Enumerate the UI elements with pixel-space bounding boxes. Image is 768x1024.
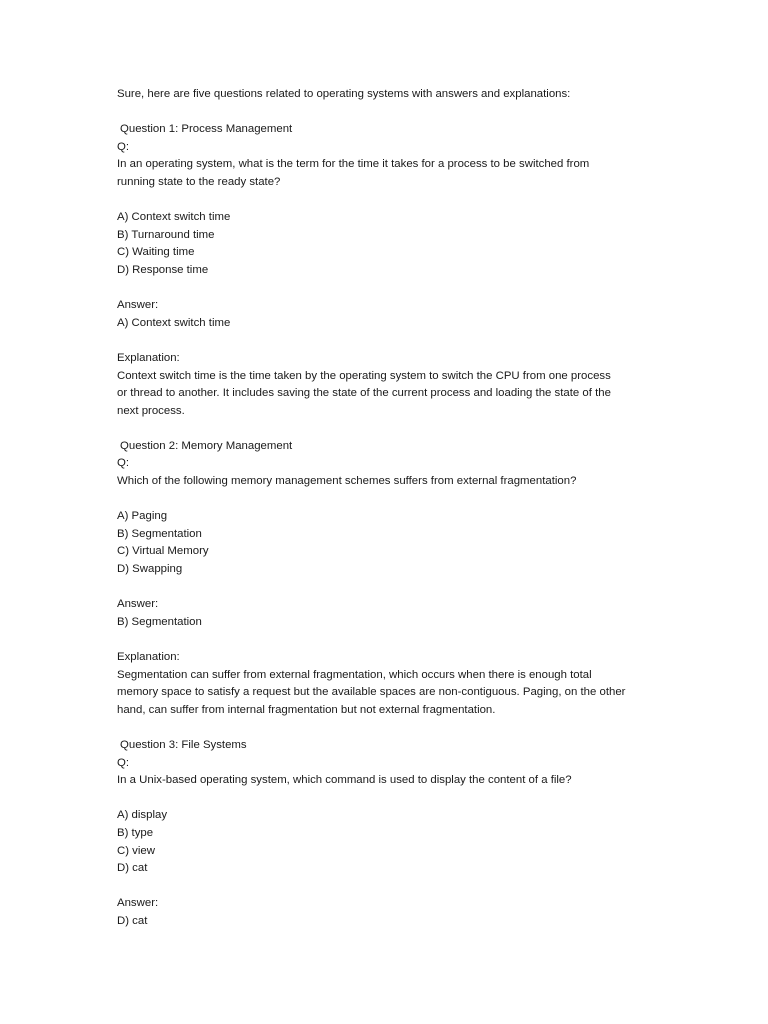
option-d: D) Response time <box>117 263 209 276</box>
document-body <box>117 86 657 931</box>
question-label: Q: <box>117 140 130 153</box>
question-heading: Question 2: Memory Management <box>120 439 293 452</box>
explanation-line: hand, can suffer from internal fragmentation but not external fragmentation. <box>117 703 496 716</box>
spacer <box>117 192 657 210</box>
question-block-3 <box>117 737 657 931</box>
answer-label: Answer: <box>117 299 159 312</box>
spacer <box>117 104 657 122</box>
question-text-line: running state to the ready state? <box>117 175 281 188</box>
question-text-line: Which of the following memory management schemes suffers from external fragmentation? <box>117 475 577 488</box>
option-a: A) display <box>117 809 168 822</box>
option-a: A) Paging <box>117 510 168 523</box>
spacer <box>117 491 657 509</box>
question-block-2 <box>117 438 657 720</box>
option-c: C) Virtual Memory <box>117 545 209 558</box>
option-b: B) Turnaround time <box>117 228 215 241</box>
question-text-line: In an operating system, what is the term for the time it takes for a process to be switched from <box>117 158 590 171</box>
explanation-label: Explanation: <box>117 651 180 663</box>
explanation-line: next process. <box>117 404 185 417</box>
question-heading: Question 1: Process Management <box>120 123 293 136</box>
answer-text: B) Segmentation <box>117 615 202 628</box>
option-b: B) type <box>117 826 154 839</box>
question-text-line: In a Unix-based operating system, which command is used to display the content of a file? <box>117 774 572 787</box>
spacer <box>117 332 657 350</box>
spacer <box>117 878 657 896</box>
question-block-1 <box>117 121 657 420</box>
spacer <box>117 420 657 438</box>
explanation-label: Explanation: <box>117 351 180 364</box>
answer-text: D) cat <box>117 914 148 927</box>
question-heading: Question 3: File Systems <box>120 738 247 751</box>
spacer <box>117 579 657 597</box>
question-label: Q: <box>117 756 130 769</box>
explanation-line: or thread to another. It includes saving the state of the current process and loading the state of the <box>117 387 611 400</box>
answer-label: Answer: <box>117 598 159 611</box>
option-a: A) Context switch time <box>117 211 231 224</box>
answer-text: A) Context switch time <box>117 316 231 329</box>
option-d: D) Swapping <box>117 563 183 576</box>
explanation-line: Context switch time is the time taken by the operating system to switch the CPU from one process <box>117 369 611 382</box>
option-c: C) Waiting time <box>117 246 195 259</box>
intro-text: Sure, here are five questions related to operating systems with answers and explanations: <box>117 88 571 100</box>
spacer <box>117 790 657 808</box>
option-c: C) view <box>117 844 155 857</box>
spacer <box>117 280 657 298</box>
option-d: D) cat <box>117 862 148 875</box>
spacer <box>117 719 657 737</box>
spacer <box>117 631 657 649</box>
answer-label: Answer: <box>117 897 159 910</box>
explanation-line: memory space to satisfy a request but the available spaces are non-contiguous. Paging, on the other <box>117 686 626 699</box>
option-b: B) Segmentation <box>117 527 202 540</box>
question-label: Q: <box>117 457 130 470</box>
explanation-line: Segmentation can suffer from external fragmentation, which occurs when there is enough total <box>117 668 592 681</box>
